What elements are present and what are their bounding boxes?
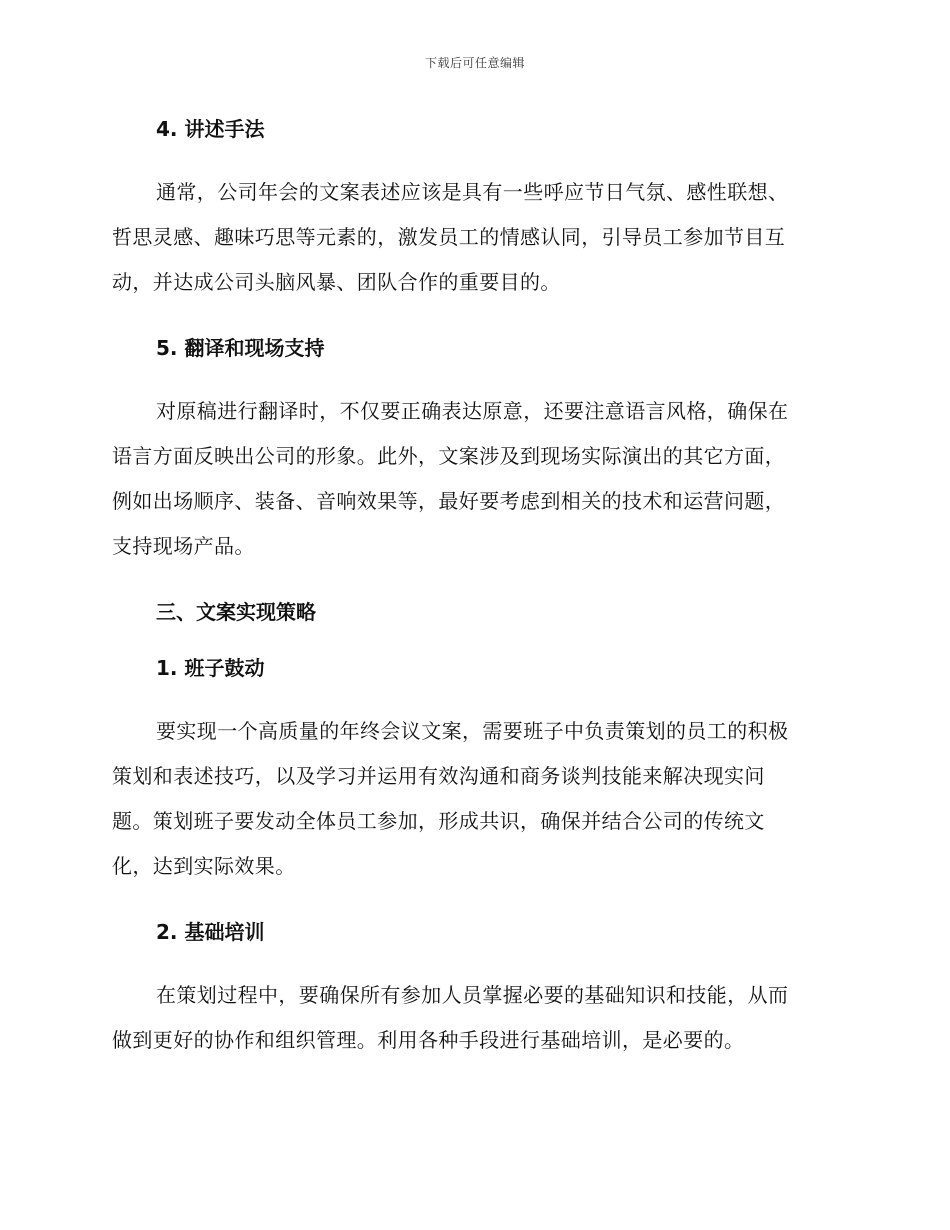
part-heading-3: 三、文案实现策略 [156,600,316,624]
paragraph-line: 做到更好的协作和组织管理。利用各种手段进行基础培训，是必要的。 [112,1028,745,1052]
section-heading-5: 5. 翻译和现场支持 [156,336,325,360]
paragraph-line: 策划和表述技巧，以及学习并运用有效沟通和商务谈判技能来解决现实问 [112,764,765,788]
page-header: 下载后可任意编辑 [424,56,525,70]
paragraph-line: 例如出场顺序、装备、音响效果等，最好要考虑到相关的技术和运营问题， [112,489,786,513]
paragraph-line: 通常，公司年会的文案表述应该是具有一些呼应节日气氛、感性联想、 [156,180,789,204]
paragraph-line: 语言方面反映出公司的形象。此外，文案涉及到现场实际演出的其它方面， [112,444,786,468]
paragraph-line: 化，达到实际效果。 [112,854,296,878]
paragraph-line: 支持现场产品。 [112,534,255,558]
paragraph-line: 要实现一个高质量的年终会议文案，需要班子中负责策划的员工的积极 [156,719,789,743]
paragraph-line: 题。策划班子要发动全体员工参加，形成共识，确保并结合公司的传统文 [112,809,765,833]
section-heading-4: 4. 讲述手法 [156,117,265,141]
paragraph-line: 哲思灵感、趣味巧思等元素的，激发员工的情感认同，引导员工参加节目互 [112,225,786,249]
document-body [112,112,832,1063]
paragraph-training [112,973,832,1063]
section-heading-2: 2. 基础培训 [156,920,265,944]
section-heading-1: 1. 班子鼓动 [156,656,265,680]
paragraph-line: 动，并达成公司头脑风暴、团队合作的重要目的。 [112,270,561,294]
paragraph-narration [112,170,832,305]
paragraph-team [112,709,832,889]
paragraph-line: 对原稿进行翻译时，不仅要正确表达原意，还要注意语言风格，确保在 [156,399,789,423]
paragraph-translation [112,389,832,569]
paragraph-line: 在策划过程中，要确保所有参加人员掌握必要的基础知识和技能，从而 [156,983,789,1007]
